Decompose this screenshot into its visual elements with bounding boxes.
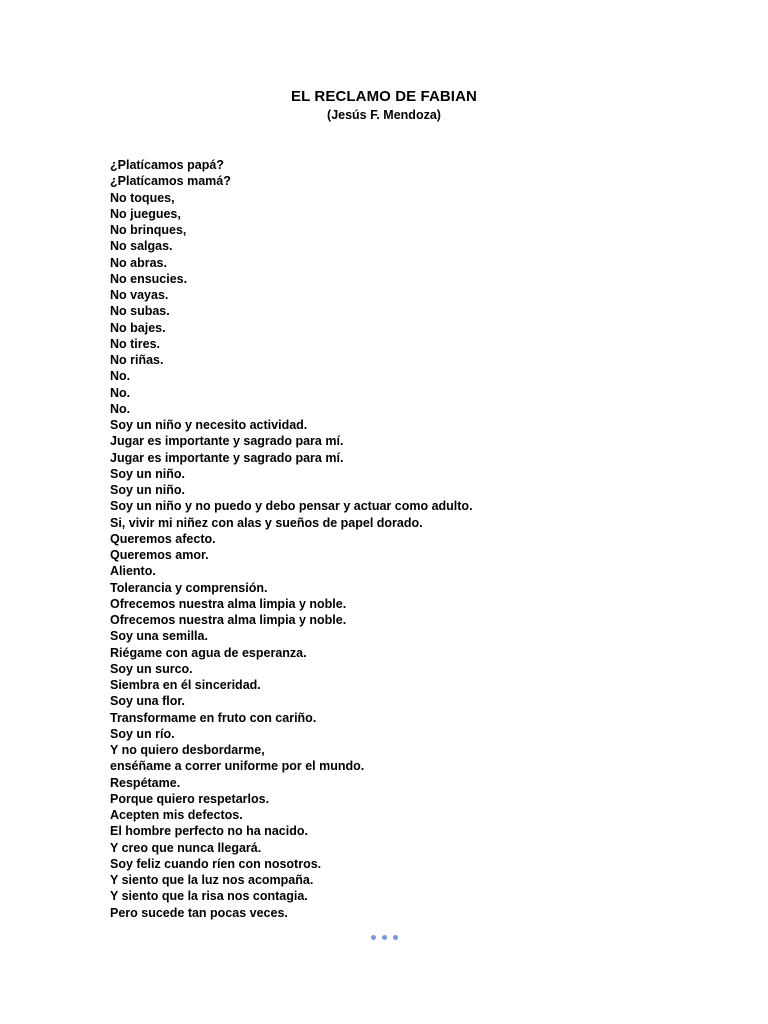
poem-line: Respétame. xyxy=(110,775,181,790)
poem-line: No. xyxy=(110,385,131,400)
poem-line: No toques, xyxy=(110,190,175,205)
poem-line: Tolerancia y comprensión. xyxy=(110,580,268,595)
poem-line: Y siento que la luz nos acompaña. xyxy=(110,873,314,887)
dot-icon xyxy=(393,935,398,940)
poem-line: Soy feliz cuando ríen con nosotros. xyxy=(110,856,322,871)
poem-line: Y creo que nunca llegará. xyxy=(110,840,262,855)
poem-line: No. xyxy=(110,369,131,384)
poem-line: Soy un niño. xyxy=(110,466,185,481)
poem-line: Aliento. xyxy=(110,564,156,579)
poem-line: Queremos afecto. xyxy=(110,531,216,546)
dot-icon xyxy=(371,935,376,940)
poem-line: Siembra en él sinceridad. xyxy=(110,678,261,692)
poem-line: enséñame a correr uniforme por el mundo. xyxy=(110,759,365,774)
poem-line: Queremos amor. xyxy=(110,548,209,562)
poem-line: No riñas. xyxy=(110,353,164,367)
poem-line: ¿Platícamos papá? xyxy=(110,158,224,172)
poem-line: No. xyxy=(110,401,131,416)
poem-line: No abras. xyxy=(110,255,167,270)
poem-line: Soy un río. xyxy=(110,726,175,741)
poem-line: Acepten mis defectos. xyxy=(110,808,243,822)
poem-line: Y siento que la risa nos contagia. xyxy=(110,889,308,904)
poem-line: Ofrecemos nuestra alma limpia y noble. xyxy=(110,613,347,627)
poem-line: Ofrecemos nuestra alma limpia y noble. xyxy=(110,596,347,611)
poem-line: Soy un niño y no puedo y debo pensar y actuar como adulto. xyxy=(110,499,473,514)
poem-line: Porque quiero respetarlos. xyxy=(110,791,270,806)
poem-line: No ensucies. xyxy=(110,271,188,286)
poem-line: No tires. xyxy=(110,336,161,351)
poem-line: Pero sucede tan pocas veces. xyxy=(110,905,288,920)
dot-icon xyxy=(382,935,387,940)
poem-line: No bajes. xyxy=(110,320,166,335)
poem-line: No juegues, xyxy=(110,206,181,221)
poem-body xyxy=(110,157,670,921)
poem-line: Soy un surco. xyxy=(110,661,193,676)
document-author: (Jesús F. Mendoza) xyxy=(327,108,441,122)
document-title: EL RECLAMO DE FABIAN xyxy=(291,88,477,105)
poem-line: Soy un niño y necesito actividad. xyxy=(110,418,308,432)
ellipsis-icon[interactable] xyxy=(364,930,404,944)
poem-line: Y no quiero desbordarme, xyxy=(110,743,265,757)
poem-line: No vayas. xyxy=(110,288,169,302)
poem-line: No salgas. xyxy=(110,239,173,254)
poem-line: Jugar es importante y sagrado para mí. xyxy=(110,450,344,465)
poem-line: Soy una flor. xyxy=(110,694,186,709)
poem-line: Transformame en fruto con cariño. xyxy=(110,710,317,725)
poem-line: ¿Platícamos mamá? xyxy=(110,174,231,189)
poem-line: Si, vivir mi niñez con alas y sueños de papel dorado. xyxy=(110,515,423,530)
poem-line: Soy un niño. xyxy=(110,483,185,497)
poem-line: Riégame con agua de esperanza. xyxy=(110,645,307,660)
poem-line: No brinques, xyxy=(110,223,187,237)
poem-line: Jugar es importante y sagrado para mí. xyxy=(110,434,344,449)
poem-line: El hombre perfecto no ha nacido. xyxy=(110,824,308,839)
poem-line: No subas. xyxy=(110,304,170,319)
poem-line: Soy una semilla. xyxy=(110,629,208,644)
